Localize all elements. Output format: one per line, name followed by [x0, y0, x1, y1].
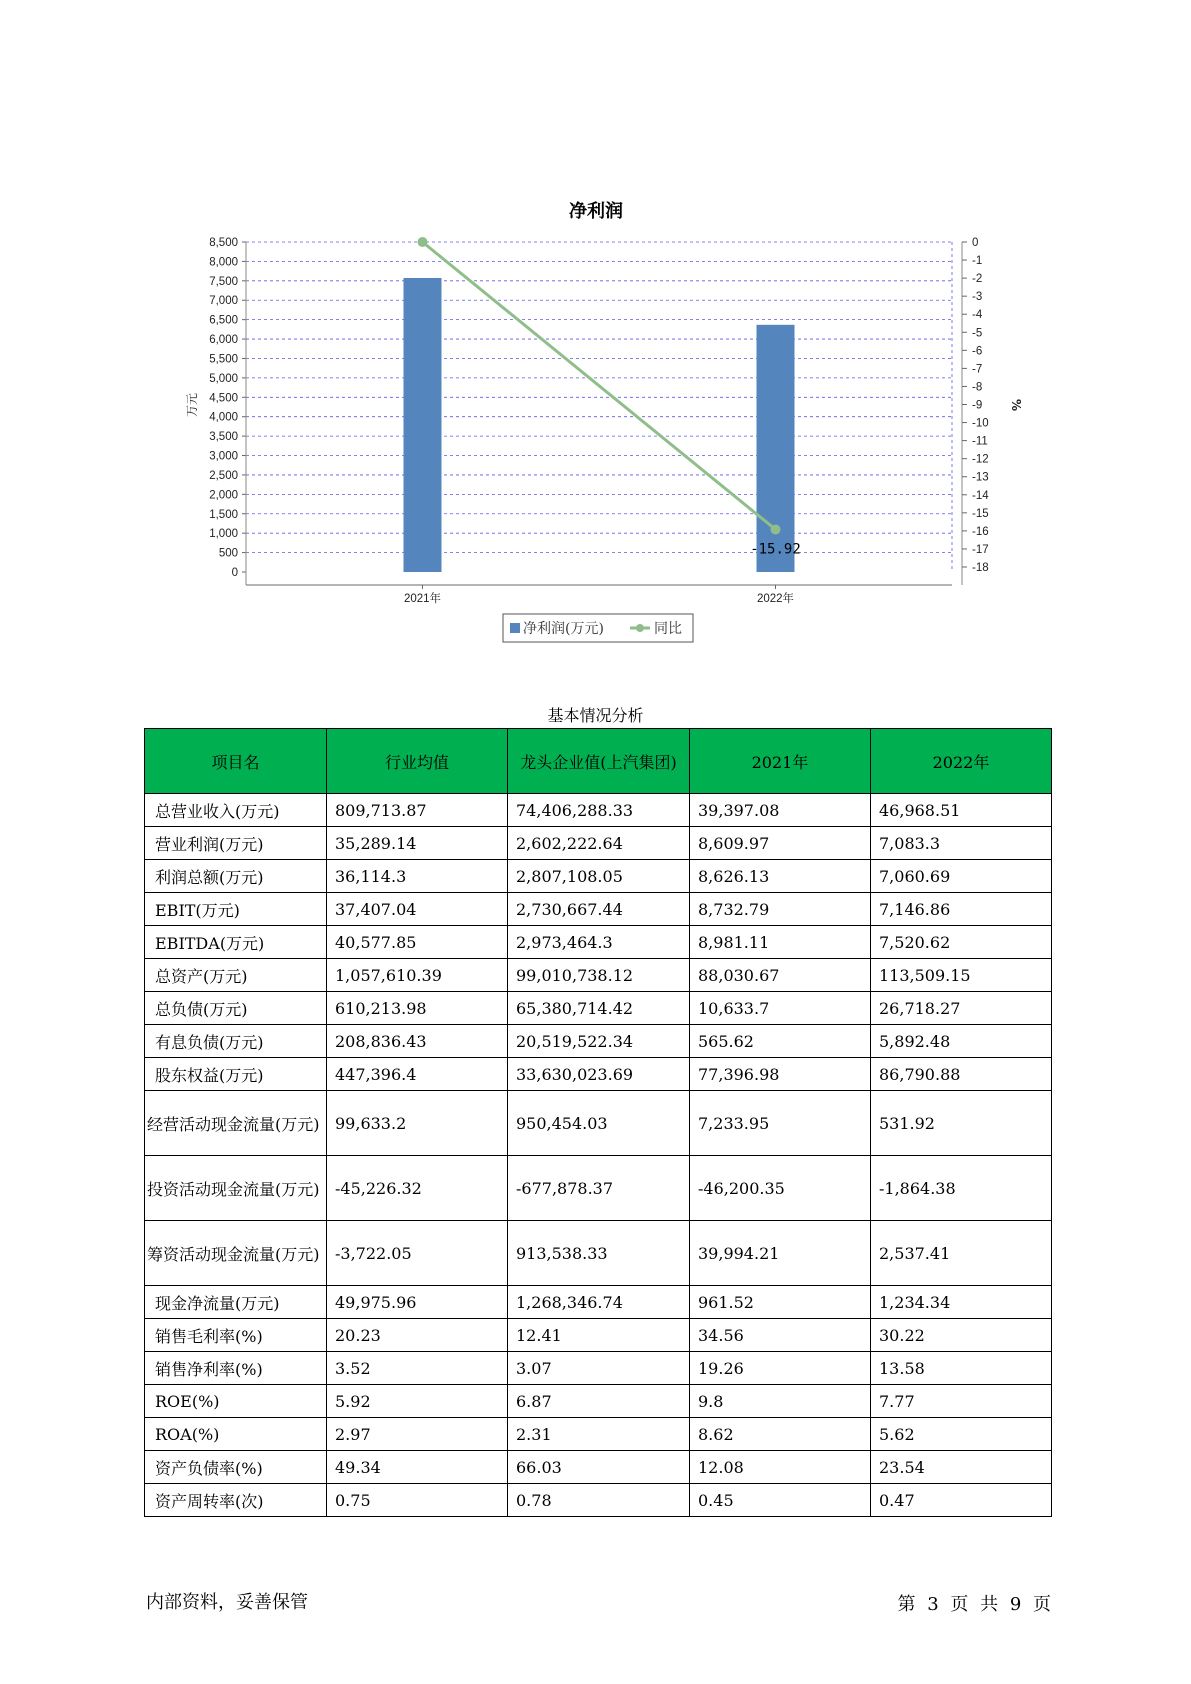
row-label-cell: ROE(%)	[145, 1385, 327, 1418]
y-tick-label: 1,000	[209, 528, 238, 541]
table-header-cell: 行业均值	[327, 729, 508, 794]
table-row	[145, 1418, 1052, 1451]
value-cell: 30.22	[871, 1319, 1052, 1352]
value-cell: -3,722.05	[327, 1221, 508, 1286]
value-cell: 65,380,714.42	[508, 992, 690, 1025]
legend-line-label: 同比	[654, 621, 682, 637]
value-cell: -1,864.38	[871, 1156, 1052, 1221]
value-cell: 86,790.88	[871, 1058, 1052, 1091]
legend-line-marker	[636, 624, 644, 632]
table-header-cell: 龙头企业值(上汽集团)	[508, 729, 690, 794]
value-cell: 5.92	[327, 1385, 508, 1418]
value-cell: 2,537.41	[871, 1221, 1052, 1286]
x-tick-label: 2021年	[403, 593, 442, 605]
y2-tick-label: -10	[972, 417, 989, 430]
y2-axis-title: %	[1009, 398, 1023, 412]
value-cell: 7,083.3	[871, 827, 1052, 860]
y-tick-label: 4,500	[209, 392, 238, 405]
line-series	[418, 237, 781, 534]
y2-tick-label: -7	[972, 363, 983, 376]
net-profit-chart	[0, 0, 1191, 660]
value-cell: 2,602,222.64	[508, 827, 690, 860]
y-tick-label: 500	[218, 547, 238, 560]
value-cell: 12.08	[690, 1451, 871, 1484]
table-row	[145, 1352, 1052, 1385]
value-cell: 99,010,738.12	[508, 959, 690, 992]
footer-page-number: 第 3 页 共 9 页	[897, 1594, 1051, 1615]
y-tick-label: 6,000	[209, 334, 238, 347]
value-cell: 66.03	[508, 1451, 690, 1484]
value-cell: 49,975.96	[327, 1286, 508, 1319]
y2-tick-label: -1	[972, 255, 983, 268]
value-cell: 8,981.11	[690, 926, 871, 959]
table-row	[145, 1319, 1052, 1352]
y2-tick-label: -9	[972, 399, 983, 412]
y-tick-label: 3,500	[209, 431, 238, 444]
value-cell: 88,030.67	[690, 959, 871, 992]
value-cell: 99,633.2	[327, 1091, 508, 1156]
value-cell: -677,878.37	[508, 1156, 690, 1221]
row-label-cell: EBITDA(万元)	[145, 926, 327, 959]
row-label-cell: EBIT(万元)	[145, 893, 327, 926]
bar-2022年	[757, 325, 795, 572]
value-cell: 35,289.14	[327, 827, 508, 860]
y-tick-label: 5,500	[209, 353, 238, 366]
value-cell: 0.47	[871, 1484, 1052, 1517]
y-tick-label: 8,000	[209, 256, 238, 269]
legend-bar-label: 净利润(万元)	[523, 621, 604, 637]
y2-tick-label: -18	[972, 562, 989, 574]
bar-2021年	[404, 278, 442, 572]
value-cell: 2,730,667.44	[508, 893, 690, 926]
chart-grid	[246, 242, 952, 572]
footer-confidential-note: 内部资料，妥善保管	[146, 1592, 308, 1613]
y-tick-label: 0	[231, 567, 238, 579]
value-cell: 8,732.79	[690, 893, 871, 926]
value-cell: 9.8	[690, 1385, 871, 1418]
y-tick-label: 3,000	[209, 450, 238, 463]
row-label-cell: 总营业收入(万元)	[145, 794, 327, 827]
value-cell: 13.58	[871, 1352, 1052, 1385]
value-cell: 2,807,108.05	[508, 860, 690, 893]
value-cell: 49.34	[327, 1451, 508, 1484]
yoy-point-2021年	[418, 237, 428, 247]
value-cell: 2.97	[327, 1418, 508, 1451]
value-cell: 0.45	[690, 1484, 871, 1517]
legend-bar-swatch	[510, 623, 520, 633]
row-label-cell: 有息负债(万元)	[145, 1025, 327, 1058]
chart-title: 净利润	[569, 201, 623, 222]
value-cell: 809,713.87	[327, 794, 508, 827]
table-row	[145, 1221, 1052, 1286]
value-cell: 37,407.04	[327, 893, 508, 926]
value-cell: 1,234.34	[871, 1286, 1052, 1319]
value-cell: 10,633.7	[690, 992, 871, 1025]
row-label-cell: 总资产(万元)	[145, 959, 327, 992]
y2-tick-label: -5	[972, 327, 983, 340]
row-label-cell: 销售毛利率(%)	[145, 1319, 327, 1352]
value-cell: 5,892.48	[871, 1025, 1052, 1058]
y-tick-label: 2,500	[209, 469, 238, 482]
value-cell: 5.62	[871, 1418, 1052, 1451]
value-cell: 34.56	[690, 1319, 871, 1352]
row-label-cell: 总负债(万元)	[145, 992, 327, 1025]
table-header-cell: 2022年	[871, 729, 1052, 794]
analysis-table	[144, 728, 1052, 1517]
y2-tick-label: -3	[972, 291, 983, 304]
y-tick-label: 7,000	[209, 295, 238, 308]
value-cell: 0.78	[508, 1484, 690, 1517]
value-cell: 8,609.97	[690, 827, 871, 860]
value-cell: 950,454.03	[508, 1091, 690, 1156]
row-label-cell: 资产周转率(次)	[145, 1484, 327, 1517]
value-cell: 7,060.69	[871, 860, 1052, 893]
value-cell: 36,114.3	[327, 860, 508, 893]
table-header-cell: 2021年	[690, 729, 871, 794]
y-tick-label: 8,500	[209, 237, 238, 249]
table-row	[145, 959, 1052, 992]
y-tick-label: 7,500	[209, 275, 238, 288]
y2-tick-label: -12	[972, 453, 989, 466]
value-cell: 7,146.86	[871, 893, 1052, 926]
y2-tick-label: -16	[972, 525, 989, 538]
yoy-point-2022年	[771, 524, 781, 534]
value-cell: 77,396.98	[690, 1058, 871, 1091]
value-cell: 531.92	[871, 1091, 1052, 1156]
value-cell: 40,577.85	[327, 926, 508, 959]
value-cell: -45,226.32	[327, 1156, 508, 1221]
table-header-cell: 项目名	[145, 729, 327, 794]
value-cell: 447,396.4	[327, 1058, 508, 1091]
value-cell: 7.77	[871, 1385, 1052, 1418]
value-cell: -46,200.35	[690, 1156, 871, 1221]
value-cell: 113,509.15	[871, 959, 1052, 992]
y2-tick-label: -8	[972, 381, 983, 394]
value-cell: 74,406,288.33	[508, 794, 690, 827]
y2-tick-label: 0	[972, 237, 979, 249]
y2-tick-label: -17	[972, 543, 989, 556]
value-cell: 961.52	[690, 1286, 871, 1319]
row-label-cell: ROA(%)	[145, 1418, 327, 1451]
value-cell: 20,519,522.34	[508, 1025, 690, 1058]
value-cell: 610,213.98	[327, 992, 508, 1025]
value-cell: 208,836.43	[327, 1025, 508, 1058]
value-cell: 20.23	[327, 1319, 508, 1352]
table-row	[145, 992, 1052, 1025]
value-cell: 19.26	[690, 1352, 871, 1385]
y-tick-label: 1,500	[209, 508, 238, 521]
value-cell: 39,994.21	[690, 1221, 871, 1286]
y2-tick-label: -6	[972, 345, 983, 358]
y2-tick-label: -4	[972, 309, 983, 322]
value-cell: 7,520.62	[871, 926, 1052, 959]
table-row	[145, 1385, 1052, 1418]
y2-tick-label: -2	[972, 273, 983, 286]
y-tick-label: 4,000	[209, 411, 238, 424]
row-label-cell: 营业利润(万元)	[145, 827, 327, 860]
value-cell: 0.75	[327, 1484, 508, 1517]
value-cell: 565.62	[690, 1025, 871, 1058]
y2-tick-label: -11	[972, 435, 988, 448]
y2-tick-label: -15	[972, 507, 989, 520]
value-cell: 39,397.08	[690, 794, 871, 827]
row-label-cell: 投资活动现金流量(万元)	[145, 1156, 327, 1221]
table-row	[145, 926, 1052, 959]
chart-labels	[750, 541, 801, 557]
row-label-cell: 现金净流量(万元)	[145, 1286, 327, 1319]
table-row	[145, 1058, 1052, 1091]
value-cell: 8.62	[690, 1418, 871, 1451]
row-label-cell: 筹资活动现金流量(万元)	[145, 1221, 327, 1286]
table-row	[145, 827, 1052, 860]
table-caption: 基本情况分析	[547, 706, 644, 725]
y-tick-label: 6,500	[209, 314, 238, 327]
table-body	[145, 794, 1052, 1517]
value-cell: 33,630,023.69	[508, 1058, 690, 1091]
row-label-cell: 资产负债率(%)	[145, 1451, 327, 1484]
row-label-cell: 销售净利率(%)	[145, 1352, 327, 1385]
y2-tick-label: -13	[972, 471, 989, 484]
row-label-cell: 经营活动现金流量(万元)	[145, 1091, 327, 1156]
y-tick-label: 2,000	[209, 489, 238, 502]
table-row	[145, 794, 1052, 827]
x-tick-label: 2022年	[756, 593, 795, 605]
table-row	[145, 1025, 1052, 1058]
value-cell: 913,538.33	[508, 1221, 690, 1286]
value-cell: 3.52	[327, 1352, 508, 1385]
y-axis-title: 万元	[185, 392, 199, 418]
value-cell: 46,968.51	[871, 794, 1052, 827]
table-header-row	[145, 729, 1052, 794]
y2-tick-label: -14	[972, 489, 989, 502]
table-row	[145, 1286, 1052, 1319]
value-cell: 6.87	[508, 1385, 690, 1418]
value-cell: 23.54	[871, 1451, 1052, 1484]
table-row	[145, 1091, 1052, 1156]
table-row	[145, 1484, 1052, 1517]
table-row	[145, 1451, 1052, 1484]
value-cell: 1,057,610.39	[327, 959, 508, 992]
row-label-cell: 利润总额(万元)	[145, 860, 327, 893]
value-cell: 8,626.13	[690, 860, 871, 893]
row-label-cell: 股东权益(万元)	[145, 1058, 327, 1091]
value-cell: 1,268,346.74	[508, 1286, 690, 1319]
table-row	[145, 860, 1052, 893]
value-cell: 3.07	[508, 1352, 690, 1385]
bar-series	[404, 278, 795, 572]
value-cell: 12.41	[508, 1319, 690, 1352]
chart-axes	[185, 237, 1023, 605]
table-row	[145, 893, 1052, 926]
yoy-data-label: -15.92	[750, 541, 801, 558]
value-cell: 2,973,464.3	[508, 926, 690, 959]
chart-legend	[503, 614, 693, 642]
value-cell: 7,233.95	[690, 1091, 871, 1156]
value-cell: 26,718.27	[871, 992, 1052, 1025]
value-cell: 2.31	[508, 1418, 690, 1451]
table-row	[145, 1156, 1052, 1221]
y-tick-label: 5,000	[209, 372, 238, 385]
yoy-line	[423, 242, 776, 529]
